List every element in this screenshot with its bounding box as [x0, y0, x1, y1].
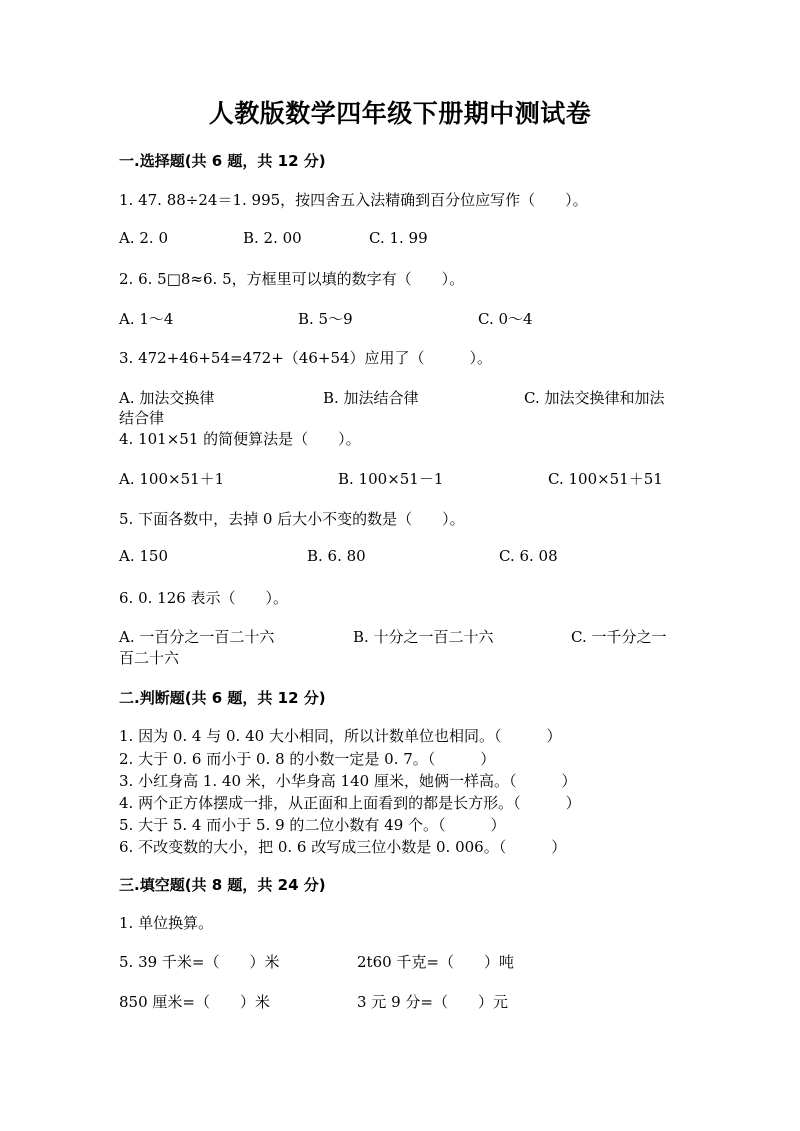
judge-item-2: 2. 大于 0. 6 而小于 0. 8 的小数一定是 0. 7。（ ） [119, 750, 496, 768]
question-6-option-a: A. 一百分之一百二十六 [119, 628, 275, 646]
question-3-option-a: A. 加法交换律 [119, 389, 215, 407]
judge-item-1: 1. 因为 0. 4 与 0. 40 大小相同，所以计数单位也相同。（ ） [119, 727, 562, 745]
section-heading-judge: 二.判断题(共 6 题，共 12 分) [119, 689, 326, 707]
question-4-option-c: C. 100×51＋51 [548, 470, 663, 488]
question-5-option-a: A. 150 [119, 547, 168, 565]
section-heading-fill: 三.填空题(共 8 题，共 24 分) [119, 876, 326, 894]
question-5-option-b: B. 6. 80 [307, 547, 366, 565]
question-2-stem: 2. 6. 5□8≈6. 5，方框里可以填的数字有（ ）。 [119, 270, 465, 288]
question-4-option-b: B. 100×51－1 [338, 470, 444, 488]
fill-item-yuan-fen: 3 元 9 分=（ ）元 [357, 993, 508, 1011]
question-3-stem: 3. 472+46+54=472+（46+54）应用了（ ）。 [119, 349, 493, 367]
question-4-stem: 4. 101×51 的简便算法是（ ）。 [119, 430, 361, 448]
question-2-option-a: A. 1～4 [119, 310, 174, 328]
question-3-option-c-continued: 结合律 [119, 409, 165, 427]
fill-question-1-stem: 1. 单位换算。 [119, 914, 214, 932]
question-6-option-c-continued: 百二十六 [119, 649, 180, 667]
fill-item-km-to-m: 5. 39 千米=（ ）米 [119, 953, 280, 971]
question-1-option-c: C. 1. 99 [369, 229, 428, 247]
fill-item-kg-to-t: 2t60 千克=（ ）吨 [357, 953, 514, 971]
judge-item-6: 6. 不改变数的大小，把 0. 6 改写成三位小数是 0. 006。（ ） [119, 838, 567, 856]
question-6-stem: 6. 0. 126 表示（ ）。 [119, 589, 289, 607]
question-4-option-a: A. 100×51＋1 [119, 470, 225, 488]
question-3-option-c: C. 加法交换律和加法 [524, 389, 665, 407]
judge-item-5: 5. 大于 5. 4 而小于 5. 9 的二位小数有 49 个。（ ） [119, 816, 506, 834]
judge-item-3: 3. 小红身高 1. 40 米，小华身高 140 厘米，她俩一样高。（ ） [119, 772, 577, 790]
question-5-option-c: C. 6. 08 [499, 547, 558, 565]
question-6-option-b: B. 十分之一百二十六 [353, 628, 494, 646]
question-2-option-c: C. 0～4 [478, 310, 533, 328]
question-1-option-a: A. 2. 0 [119, 229, 168, 247]
question-1-stem: 1. 47. 88÷24＝1. 995，按四舍五入法精确到百分位应写作（ ）。 [119, 191, 588, 209]
judge-item-4: 4. 两个正方体摆成一排，从正面和上面看到的都是长方形。（ ） [119, 794, 581, 812]
question-6-option-c: C. 一千分之一 [571, 628, 667, 646]
question-1-option-b: B. 2. 00 [243, 229, 302, 247]
question-3-option-b: B. 加法结合律 [323, 389, 419, 407]
question-5-stem: 5. 下面各数中，去掉 0 后大小不变的数是（ ）。 [119, 510, 465, 528]
section-heading-choice: 一.选择题(共 6 题，共 12 分) [119, 152, 326, 170]
page-title: 人教版数学四年级下册期中测试卷 [208, 99, 592, 128]
fill-item-cm-to-m: 850 厘米=（ ）米 [119, 993, 270, 1011]
question-2-option-b: B. 5～9 [298, 310, 353, 328]
